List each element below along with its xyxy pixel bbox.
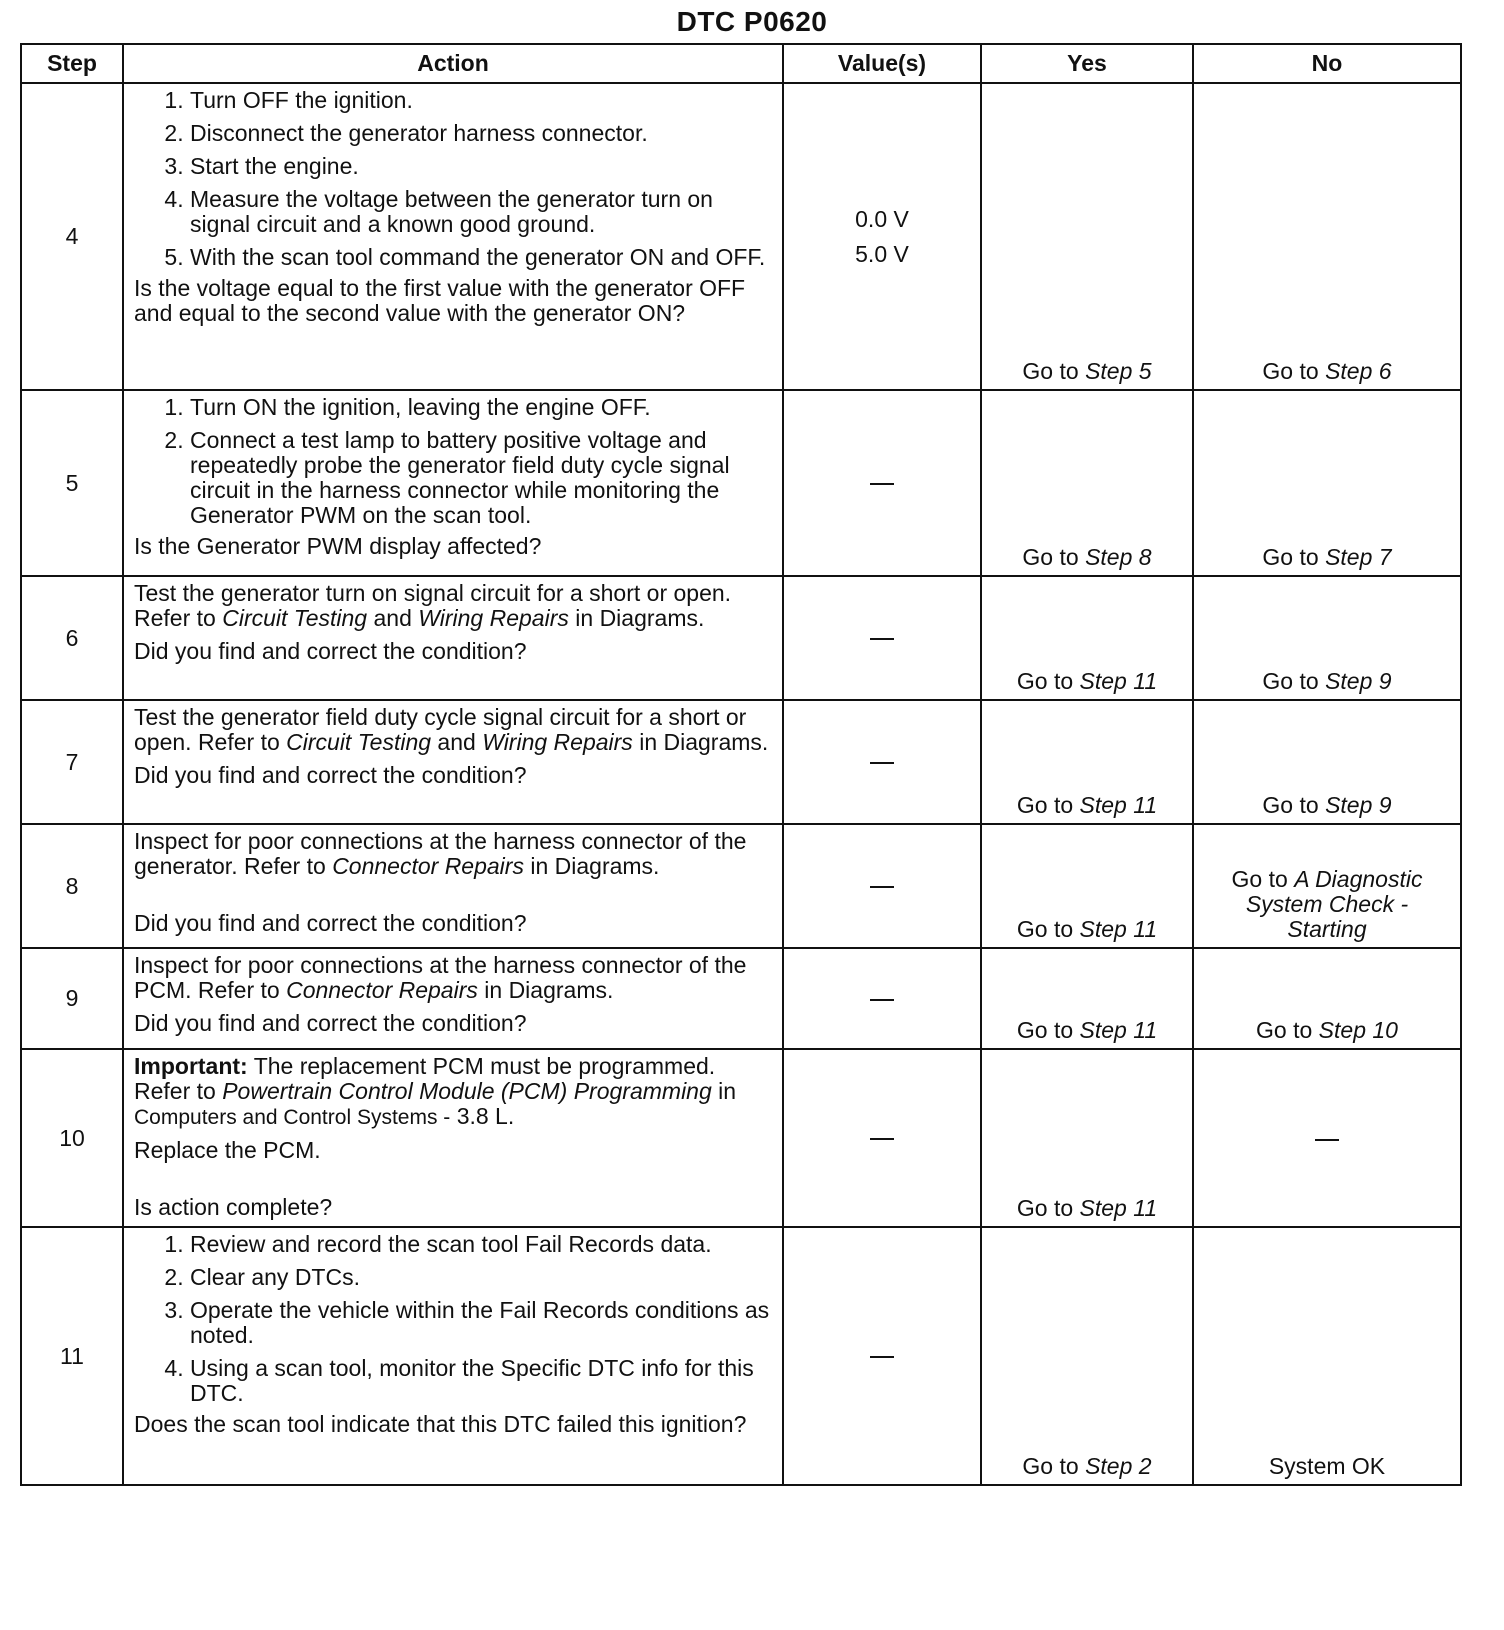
go-to-label: Go to <box>1016 792 1074 818</box>
and-word: and <box>373 605 412 631</box>
dash-mark <box>870 483 894 485</box>
yes-step-link[interactable]: Step 8 <box>1085 544 1152 570</box>
no-cell <box>1193 1049 1461 1227</box>
no-step-link[interactable]: Step 7 <box>1325 544 1392 570</box>
action-text-part: Inspect for poor connections at the harness connector of the PCM. Refer to <box>134 952 747 1003</box>
action-cell <box>123 83 783 390</box>
reference-link[interactable]: Powertrain Control Module (PCM) Programming <box>222 1078 712 1104</box>
action-list-item: 2. Connect a test lamp to battery positive voltage and repeatedly probe the generator field duty cycle signal circuit in the harness connector while monitoring the Generator PWM on the scan tool. <box>190 428 774 528</box>
page-title: DTC P0620 <box>676 6 828 37</box>
yes-cell <box>981 824 1193 948</box>
action-text-tail: Diagrams. <box>554 853 660 879</box>
important-note <box>134 1054 774 1130</box>
in-word: in <box>530 853 549 879</box>
table-row-step-4 <box>21 83 1461 390</box>
dash-mark <box>870 999 894 1001</box>
action-text <box>134 705 774 755</box>
go-to-label: Go to <box>1016 916 1074 942</box>
column-header-step: Step <box>21 44 123 83</box>
value-cell <box>783 1227 981 1485</box>
system-ok-text: System OK <box>1268 1453 1386 1479</box>
value-cell <box>783 1049 981 1227</box>
reference-link[interactable]: Wiring Repairs <box>418 605 569 631</box>
yes-cell <box>981 576 1193 700</box>
value-off: 0.0 V <box>855 205 909 232</box>
go-to-label: Go to <box>1256 1017 1313 1043</box>
action-cell <box>123 948 783 1049</box>
yes-step-link[interactable]: Step 5 <box>1085 358 1152 384</box>
reference-link[interactable]: Circuit Testing <box>286 729 432 755</box>
important-text: The replacement PCM must be programmed. Refer to <box>134 1053 716 1104</box>
action-question: Did you find and correct the condition? <box>134 638 527 664</box>
action-question: Does the scan tool indicate that this DTC failed this ignition? <box>134 1411 747 1437</box>
yes-cell <box>981 700 1193 824</box>
reference-link[interactable]: Connector Repairs <box>332 853 524 879</box>
yes-cell <box>981 390 1193 576</box>
no-step-link[interactable]: Step 9 <box>1325 668 1392 694</box>
action-list-item: 4. Measure the voltage between the generator turn on signal circuit and a known good ground. <box>190 187 774 237</box>
and-word: and <box>437 729 476 755</box>
action-instruction: Replace the PCM. <box>134 1137 321 1163</box>
step-number: 9 <box>21 948 123 1049</box>
no-cell <box>1193 576 1461 700</box>
reference-link[interactable]: Circuit Testing <box>222 605 368 631</box>
action-text-part: Test the generator turn on signal circuit for a short or open. Refer to <box>134 580 732 631</box>
table-header-row <box>21 44 1461 83</box>
table-row-step-9 <box>21 948 1461 1049</box>
table-row-step-7 <box>21 700 1461 824</box>
action-list <box>134 88 774 270</box>
yes-step-link[interactable]: Step 11 <box>1079 916 1158 942</box>
action-cell <box>123 576 783 700</box>
action-text-tail: Diagrams. <box>663 729 769 755</box>
dash-mark <box>870 1356 894 1358</box>
no-cell <box>1193 390 1461 576</box>
column-header-yes: Yes <box>981 44 1193 83</box>
yes-step-link[interactable]: Step 11 <box>1079 1195 1158 1221</box>
dash-mark <box>870 638 894 640</box>
action-question: Is the voltage equal to the first value with the generator OFF and equal to the second value with the generator ON? <box>134 275 746 326</box>
action-cell <box>123 1049 783 1227</box>
action-text <box>134 581 774 631</box>
action-list-item: 2. Disconnect the generator harness connector. <box>190 121 774 146</box>
table-row-step-6 <box>21 576 1461 700</box>
no-cell <box>1193 1227 1461 1485</box>
value-cell <box>783 576 981 700</box>
action-text-part: Test the generator field duty cycle signal circuit for a short or open. Refer to <box>134 704 747 755</box>
action-list-item: 1. Turn OFF the ignition. <box>190 88 774 113</box>
no-reference-link[interactable]: A Diagnostic System Check - Starting <box>1245 866 1423 942</box>
table-row-step-8 <box>21 824 1461 948</box>
no-cell <box>1193 824 1461 948</box>
important-label: Important: <box>134 1053 248 1079</box>
column-header-action: Action <box>123 44 783 83</box>
table-row-step-10 <box>21 1049 1461 1227</box>
value-cell <box>783 948 981 1049</box>
step-number: 7 <box>21 700 123 824</box>
no-cell <box>1193 83 1461 390</box>
action-cell <box>123 390 783 576</box>
reference-section: Computers and Control Systems - <box>134 1106 451 1129</box>
action-question: Did you find and correct the condition? <box>134 910 527 936</box>
go-to-label: Go to <box>1016 1195 1074 1221</box>
action-list-item: 1. Turn ON the ignition, leaving the engine OFF. <box>190 395 774 420</box>
go-to-label: Go to <box>1231 866 1288 892</box>
action-text-tail: Diagrams. <box>508 977 614 1003</box>
action-question: Did you find and correct the condition? <box>134 1010 527 1036</box>
action-cell <box>123 700 783 824</box>
go-to-label: Go to <box>1262 792 1319 818</box>
action-list <box>134 1232 774 1406</box>
action-list-item: 5. With the scan tool command the generator ON and OFF. <box>190 245 774 270</box>
go-to-label: Go to <box>1262 358 1319 384</box>
value-on: 5.0 V <box>855 240 909 267</box>
value-cell <box>783 390 981 576</box>
value-cell <box>783 824 981 948</box>
action-question: Did you find and correct the condition? <box>134 762 527 788</box>
reference-link[interactable]: Wiring Repairs <box>482 729 633 755</box>
column-header-no: No <box>1193 44 1461 83</box>
dash-mark <box>870 1138 894 1140</box>
step-number: 10 <box>21 1049 123 1227</box>
table-row-step-11 <box>21 1227 1461 1485</box>
go-to-label: Go to <box>1016 668 1074 694</box>
yes-step-link[interactable]: Step 2 <box>1085 1453 1152 1479</box>
in-word: in <box>575 605 594 631</box>
go-to-label: Go to <box>1262 668 1319 694</box>
action-list-item: 3. Start the engine. <box>190 154 774 179</box>
dash-mark <box>1315 1139 1339 1141</box>
action-list-item: 4. Using a scan tool, monitor the Specific DTC info for this DTC. <box>190 1356 774 1406</box>
in-word: in <box>639 729 658 755</box>
go-to-label: Go to <box>1262 544 1319 570</box>
action-text <box>134 953 774 1003</box>
dash-mark <box>870 762 894 764</box>
in-word: in <box>484 977 503 1003</box>
go-to-label: Go to <box>1022 358 1079 384</box>
no-step-link[interactable]: Step 10 <box>1318 1017 1398 1043</box>
action-question: Is the Generator PWM display affected? <box>134 533 542 559</box>
yes-cell <box>981 1049 1193 1227</box>
step-number: 6 <box>21 576 123 700</box>
yes-cell <box>981 83 1193 390</box>
yes-step-link[interactable]: Step 11 <box>1079 1017 1158 1043</box>
action-list-item: 3. Operate the vehicle within the Fail Records conditions as noted. <box>190 1298 774 1348</box>
action-cell <box>123 1227 783 1485</box>
no-cell <box>1193 700 1461 824</box>
no-step-link[interactable]: Step 6 <box>1325 358 1392 384</box>
action-text <box>134 829 774 879</box>
action-list-item: 1. Review and record the scan tool Fail Records data. <box>190 1232 774 1257</box>
yes-step-link[interactable]: Step 11 <box>1079 668 1158 694</box>
action-question: Is action complete? <box>134 1194 333 1220</box>
value-cell <box>783 83 981 390</box>
value-cell <box>783 700 981 824</box>
action-text-part: Inspect for poor connections at the harness connector of the generator. Refer to <box>134 828 747 879</box>
step-number: 11 <box>21 1227 123 1485</box>
yes-cell <box>981 1227 1193 1485</box>
go-to-label: Go to <box>1022 1453 1079 1479</box>
table-row-step-5 <box>21 390 1461 576</box>
engine-size: 3.8 L. <box>456 1103 515 1129</box>
action-cell <box>123 824 783 948</box>
yes-cell <box>981 948 1193 1049</box>
action-list-item: 2. Clear any DTCs. <box>190 1265 774 1290</box>
dash-mark <box>870 886 894 888</box>
yes-step-link[interactable]: Step 11 <box>1079 792 1158 818</box>
go-to-label: Go to <box>1016 1017 1074 1043</box>
step-number: 4 <box>21 83 123 390</box>
action-list <box>134 395 774 528</box>
column-header-values: Value(s) <box>783 44 981 83</box>
action-text-tail: Diagrams. <box>599 605 705 631</box>
dtc-table <box>20 43 1462 1486</box>
reference-link[interactable]: Connector Repairs <box>286 977 478 1003</box>
go-to-label: Go to <box>1022 544 1079 570</box>
step-number: 8 <box>21 824 123 948</box>
in-word: in <box>718 1078 737 1104</box>
no-cell <box>1193 948 1461 1049</box>
step-number: 5 <box>21 390 123 576</box>
no-step-link[interactable]: Step 9 <box>1325 792 1392 818</box>
